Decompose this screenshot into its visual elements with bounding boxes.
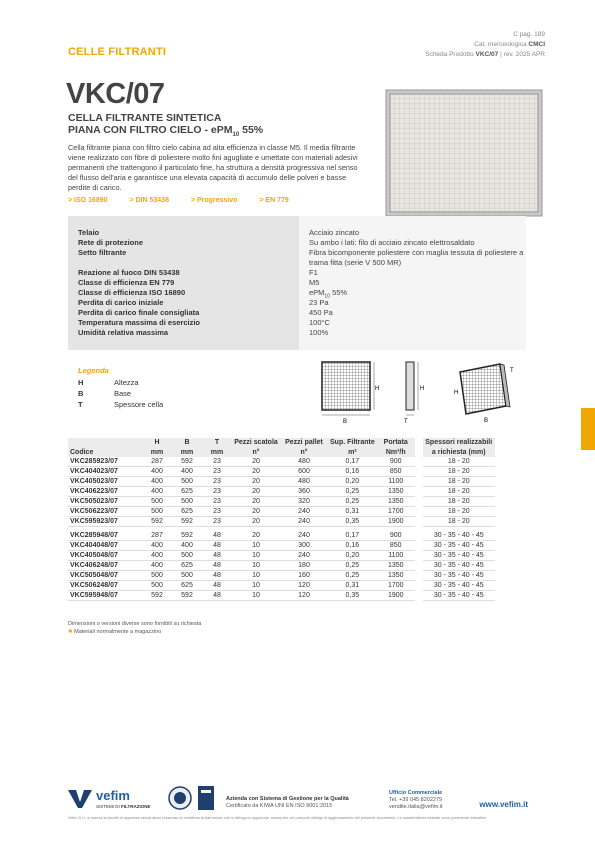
product-code-cell: VKC285948/07 <box>68 531 142 541</box>
table-cell: 10 <box>232 571 280 581</box>
table-cell: 850 <box>377 541 415 551</box>
table-cell: 20 <box>232 476 280 486</box>
table-cell: 20 <box>232 531 280 541</box>
table-cell: 480 <box>280 457 328 467</box>
legal-disclaimer: Vefim S.r.l. si riserva la facoltà di apportare senza alcun preavviso le modifiche ai dati tecnici che si ritengono opportune, senza che ciò comporti obbligo di aggiornamento del presente documento. Le caratteristiche indicate sono puramente indicative. <box>68 816 487 820</box>
page-number: C pag. 189 <box>513 31 545 38</box>
table-row <box>68 516 495 526</box>
table-cell: 0,25 <box>328 486 377 496</box>
spec-label: Telaio <box>78 228 100 237</box>
table-cell: 0,20 <box>328 476 377 486</box>
table-cell: 18 - 20 <box>423 457 495 467</box>
table-cell: 1350 <box>377 486 415 496</box>
table-cell: 240 <box>280 516 328 526</box>
sheet-line: Scheda Prodotto VKC/07 | rev. 2025 APR <box>425 51 545 58</box>
table-cell: 1350 <box>377 496 415 506</box>
table-cell: 1900 <box>377 516 415 526</box>
table-cell: 30 - 35 - 40 - 45 <box>423 561 495 571</box>
spec-value: M5 <box>309 278 320 287</box>
table-cell: 120 <box>280 591 328 601</box>
certification-logos <box>168 783 218 813</box>
footer <box>68 780 528 814</box>
product-code-cell: VKC505023/07 <box>68 496 142 506</box>
table-cell: 592 <box>172 531 202 541</box>
table-cell: 18 - 20 <box>423 516 495 526</box>
table-row <box>68 561 495 571</box>
product-code-cell: VKC404048/07 <box>68 541 142 551</box>
table-row <box>68 476 495 486</box>
product-code-cell: VKC405048/07 <box>68 551 142 561</box>
dimension-diagrams <box>310 360 530 430</box>
spec-label: Temperatura massima di esercizio <box>78 318 200 327</box>
table-cell: 400 <box>172 541 202 551</box>
table-cell: 600 <box>280 466 328 476</box>
table-cell: 400 <box>142 466 172 476</box>
spec-value: ePM$_{10}$ 55% <box>309 288 348 300</box>
table-cell: 400 <box>142 486 172 496</box>
legend-item: H Altezza <box>78 378 139 387</box>
star-icon: ✱ <box>68 629 73 635</box>
table-cell: 23 <box>202 516 232 526</box>
table-cell: 30 - 35 - 40 - 45 <box>423 571 495 581</box>
table-cell: 1700 <box>377 581 415 591</box>
vefim-logo <box>68 786 156 812</box>
front-view-diagram <box>322 362 379 425</box>
table-cell: 400 <box>142 476 172 486</box>
spec-label: Umidità relativa massima <box>78 328 169 337</box>
spec-label: Perdita di carico iniziale <box>78 298 164 307</box>
product-code-cell: VKC285923/07 <box>68 457 142 467</box>
table-cell: 400 <box>142 541 172 551</box>
table-cell: 592 <box>142 516 172 526</box>
svg-text:vefim: vefim <box>96 788 130 803</box>
product-code-cell: VKC506248/07 <box>68 581 142 591</box>
norms-list <box>68 197 309 204</box>
table-cell: 0,17 <box>328 457 377 467</box>
spec-values <box>299 216 526 350</box>
table-cell: 18 - 20 <box>423 506 495 516</box>
table-cell: 500 <box>142 496 172 506</box>
table-cell: 160 <box>280 571 328 581</box>
website-link[interactable]: www.vefim.it <box>479 800 528 809</box>
table-cell: 287 <box>142 531 172 541</box>
legend <box>78 366 163 410</box>
table-row <box>68 457 495 467</box>
table-cell: 287 <box>142 457 172 467</box>
spec-label: Rete di protezione <box>78 238 144 247</box>
table-cell: 20 <box>232 457 280 467</box>
table-row <box>68 496 495 506</box>
table-cell: 30 - 35 - 40 - 45 <box>423 591 495 601</box>
spec-value: 23 Pa <box>309 298 329 307</box>
product-code-cell: VKC595923/07 <box>68 516 142 526</box>
table-cell: 48 <box>202 591 232 601</box>
table-cell: 23 <box>202 496 232 506</box>
table-cell: 30 - 35 - 40 - 45 <box>423 531 495 541</box>
spec-label: Reazione al fuoco DIN 53438 <box>78 268 180 277</box>
table-row <box>68 531 495 541</box>
table-cell: 400 <box>172 466 202 476</box>
spec-value: 100°C <box>309 318 330 327</box>
legend-item: B Base <box>78 389 132 398</box>
norm-item[interactable]: > Progressivo <box>190 197 238 204</box>
table-row <box>68 466 495 476</box>
footnote: Dimensioni o versioni diverse sono fornibili su richiesta ✱ Materiali normalmente a magazzino <box>68 621 202 635</box>
product-code-cell: VKC406223/07 <box>68 486 142 496</box>
table-cell: 48 <box>202 561 232 571</box>
table-cell: 10 <box>232 541 280 551</box>
product-code-cell: VKC506223/07 <box>68 506 142 516</box>
table-cell: 625 <box>172 581 202 591</box>
product-code-cell: VKC595948/07 <box>68 591 142 601</box>
table-cell: 0,16 <box>328 466 377 476</box>
b-label: B <box>484 418 489 424</box>
product-code-cell: VKC406248/07 <box>68 561 142 571</box>
table-cell: 1100 <box>377 551 415 561</box>
spec-box <box>68 216 526 350</box>
spec-value: 100% <box>309 328 329 337</box>
table-cell: 120 <box>280 581 328 591</box>
b-label: B <box>343 419 348 425</box>
table-row <box>68 541 495 551</box>
table-cell: 48 <box>202 551 232 561</box>
spec-label: Classe di efficienza EN 779 <box>78 278 175 287</box>
section-label: CELLE FILTRANTI <box>68 46 167 58</box>
table-row <box>68 551 495 561</box>
t-label: T <box>510 368 514 374</box>
table-cell: 20 <box>232 506 280 516</box>
spec-value: Acciaio zincato <box>309 228 360 237</box>
t-label: T <box>404 419 408 425</box>
table-cell: 240 <box>280 506 328 516</box>
spec-value: Fibra bicomponente poliestere con maglia tessuta di poliestere a trama fitta (serie V 500 MR) <box>309 248 524 267</box>
table-cell: 625 <box>172 486 202 496</box>
table-cell: 48 <box>202 541 232 551</box>
table-row <box>68 486 495 496</box>
product-photo <box>384 88 544 218</box>
table-cell: 400 <box>142 551 172 561</box>
table-cell: 0,25 <box>328 571 377 581</box>
product-description: Cella filtrante piana con filtro cielo cabina ad alta efficienza in classe M5. Il media filtrante viene realizzato con fibre di poliestere molto fini agugliate e umettate con materiali adesivi permanenti che trattengono il particolato fine, ha struttura a densità progressiva nel senso del flusso dell'aria e garantisce una elevata capacità di accumulo delle polveri e basse perdite di carico. <box>68 143 358 192</box>
table-header-row: Codice mm mm mm n° n° m² Nm³/h a richiesta (mm) <box>68 447 495 456</box>
table-cell: 23 <box>202 486 232 496</box>
norm-item[interactable]: > EN 779 <box>259 197 289 204</box>
table-cell: 500 <box>142 571 172 581</box>
spec-label: Setto filtrante <box>78 248 127 257</box>
table-row <box>68 506 495 516</box>
table-cell: 23 <box>202 506 232 516</box>
h-label: H <box>420 386 425 392</box>
table-cell: 10 <box>232 551 280 561</box>
table-cell: 1700 <box>377 506 415 516</box>
table-cell: 0,31 <box>328 506 377 516</box>
table-cell: 18 - 20 <box>423 486 495 496</box>
product-code-cell: VKC505048/07 <box>68 571 142 581</box>
isometric-diagram <box>454 364 514 424</box>
table-cell: 18 - 20 <box>423 476 495 486</box>
quality-certification: Azienda con Sistema di Gestione per la Qualità Certificato da KIWA UNI EN ISO 9001:2015 <box>226 796 349 809</box>
product-title: VKC/07 <box>66 78 165 110</box>
table-cell: 500 <box>172 551 202 561</box>
norm-item[interactable]: > ISO 16890 <box>68 197 108 204</box>
h-label: H <box>454 390 459 396</box>
table-cell: 0,35 <box>328 516 377 526</box>
table-cell: 400 <box>142 561 172 571</box>
table-cell: 0,35 <box>328 591 377 601</box>
table-cell: 48 <box>202 571 232 581</box>
table-cell: 18 - 20 <box>423 496 495 506</box>
table-cell: 10 <box>232 591 280 601</box>
table-cell: 592 <box>172 457 202 467</box>
table-cell: 0,17 <box>328 531 377 541</box>
svg-text:SISTEMI DI FILTRAZIONE: SISTEMI DI FILTRAZIONE <box>96 804 151 809</box>
table-cell: 30 - 35 - 40 - 45 <box>423 581 495 591</box>
spec-value: 450 Pa <box>309 308 333 317</box>
table-cell: 592 <box>142 591 172 601</box>
table-row <box>68 591 495 601</box>
spec-value: Su ambo i lati: filo di acciaio zincato elettrosaldato <box>309 238 475 247</box>
table-cell: 30 - 35 - 40 - 45 <box>423 541 495 551</box>
table-cell: 10 <box>232 561 280 571</box>
table-cell: 360 <box>280 486 328 496</box>
table-cell: 500 <box>172 476 202 486</box>
table-cell: 900 <box>377 457 415 467</box>
table-row <box>68 571 495 581</box>
table-cell: 20 <box>232 496 280 506</box>
spec-label: Perdita di carico finale consigliata <box>78 308 200 317</box>
table-cell: 20 <box>232 516 280 526</box>
table-cell: 320 <box>280 496 328 506</box>
table-cell: 900 <box>377 531 415 541</box>
table-row <box>68 581 495 591</box>
table-cell: 48 <box>202 581 232 591</box>
product-subtitle: CELLA FILTRANTE SINTETICA PIANA CON FILTRO CIELO - ePM$_{10}$ 55% <box>68 112 264 139</box>
email-link[interactable]: vendite.italia@vefim.it <box>389 804 443 810</box>
product-code-cell: VKC405023/07 <box>68 476 142 486</box>
contact-info: Ufficio Commerciale Tel. +39 045 8202279 vendite.italia@vefim.it <box>389 790 443 810</box>
table-cell: 300 <box>280 541 328 551</box>
product-codes-table <box>68 438 495 601</box>
table-cell: 625 <box>172 506 202 516</box>
legend-item: T Spessore cella <box>78 400 164 409</box>
table-cell: 0,31 <box>328 581 377 591</box>
table-cell: 23 <box>202 476 232 486</box>
table-cell: 240 <box>280 531 328 541</box>
table-cell: 1350 <box>377 571 415 581</box>
table-cell: 1900 <box>377 591 415 601</box>
page-meta <box>425 30 545 60</box>
spec-value: F1 <box>309 268 318 277</box>
table-header-row: H B T Pezzi scatola Pezzi pallet Sup. Filtrante Portata Spessori realizzabili <box>68 438 495 447</box>
table-cell: 592 <box>172 591 202 601</box>
legend-title: Legenda <box>78 366 109 375</box>
table-cell: 0,25 <box>328 561 377 571</box>
table-cell: 0,16 <box>328 541 377 551</box>
table-cell: 1100 <box>377 476 415 486</box>
catalog-line: Cat. merceologica CMCI <box>474 41 545 48</box>
table-cell: 10 <box>232 581 280 591</box>
table-cell: 20 <box>232 466 280 476</box>
table-cell: 180 <box>280 561 328 571</box>
table-cell: 23 <box>202 466 232 476</box>
table-cell: 850 <box>377 466 415 476</box>
table-cell: 0,20 <box>328 551 377 561</box>
spec-labels <box>68 216 299 350</box>
table-cell: 500 <box>142 581 172 591</box>
table-cell: 480 <box>280 476 328 486</box>
table-cell: 500 <box>172 571 202 581</box>
table-cell: 20 <box>232 486 280 496</box>
table-cell: 48 <box>202 531 232 541</box>
h-label: H <box>375 386 380 392</box>
table-cell: 625 <box>172 561 202 571</box>
spec-label: Classe di efficienza ISO 16890 <box>78 288 186 297</box>
table-cell: 23 <box>202 457 232 467</box>
table-cell: 30 - 35 - 40 - 45 <box>423 551 495 561</box>
side-tab-marker <box>581 408 595 450</box>
table-cell: 592 <box>172 516 202 526</box>
side-view-diagram <box>404 362 424 425</box>
table-body <box>68 457 495 601</box>
product-code-cell: VKC404023/07 <box>68 466 142 476</box>
norm-item[interactable]: > DIN 53438 <box>129 197 169 204</box>
table-cell: 500 <box>172 496 202 506</box>
table-cell: 18 - 20 <box>423 466 495 476</box>
table-cell: 0,25 <box>328 496 377 506</box>
table-cell: 500 <box>142 506 172 516</box>
table-cell: 1350 <box>377 561 415 571</box>
table-cell: 240 <box>280 551 328 561</box>
